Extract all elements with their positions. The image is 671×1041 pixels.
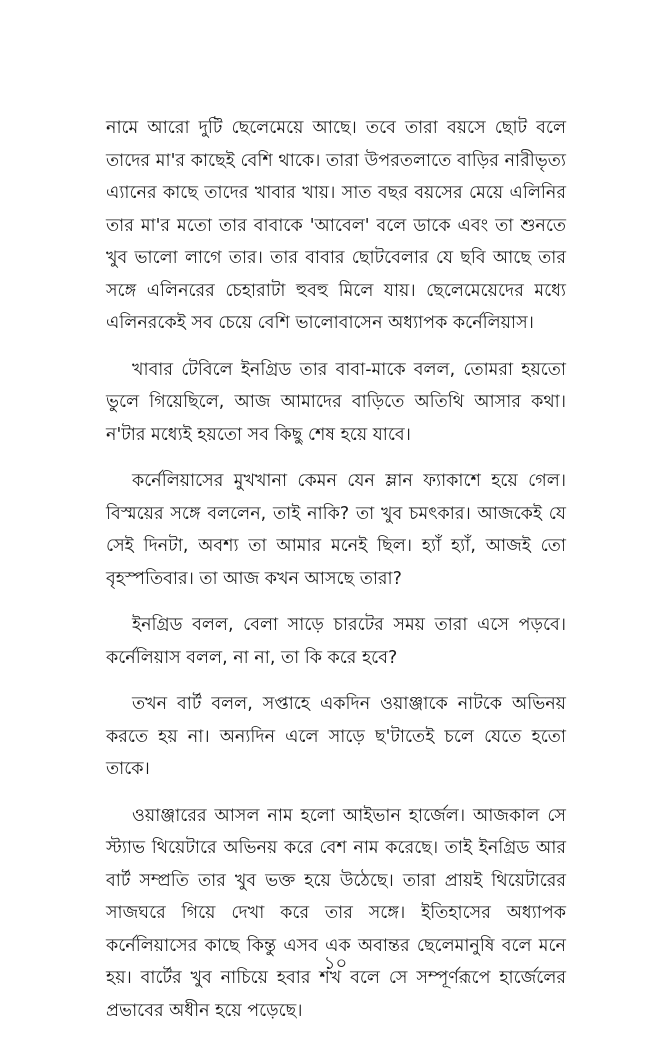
page-body (106, 112, 566, 1041)
paragraph-6: ওয়াঞ্জারের আসল নাম হলো আইভান হার্জেল। আজকাল সে স্ট্যাভ থিয়েটারে অভিনয় করে বেশ নাম করেছে। তাই ইনগ্রিড আর বার্ট সম্প্রতি তার খুব ভক্ত হয়ে উঠেছে। তারা প্রায়ই থিয়েটারের সাজঘরে গিয়ে দেখা করে তার সঙ্গে। ইতিহাসের অধ্যাপক কর্নেলিয়াসের কাছে কিন্তু এসব এক অবান্তর ছেলেমানুষি বলে মনে হয়। বার্টের খুব নাচিয়ে হবার শখ বলে সে সম্পূর্ণরূপে হার্জেলের প্রভাবের অধীন হয়ে পড়েছে। (106, 805, 566, 1021)
paragraph-3: কর্নেলিয়াসের মুখখানা কেমন যেন ম্লান ফ্যাকাশে হয়ে গেল। বিস্ময়ের সঙ্গে বললেন, তাই নাকি? তা খুব চমৎকার। আজকেই যে সেই দিনটা, অবশ্য তা আমার মনেই ছিল। হ্যাঁ হ্যাঁ, আজই তো বৃহস্পতিবার। তা আজ কখন আসছে তারা? (106, 471, 566, 589)
page-number: ১০ (323, 953, 348, 974)
paragraph-2: খাবার টেবিলে ইনগ্রিড তার বাবা-মাকে বলল, তোমরা হয়তো ভুলে গিয়েছিলে, আজ আমাদের বাড়িতে অতিথি আসার কথা। ন'টার মধ্যেই হয়তো সব কিছু শেষ হয়ে যাবে। (106, 359, 566, 445)
paragraph-4: ইনগ্রিড বলল, বেলা সাড়ে চারটের সময় তারা এসে পড়বে। কর্নেলিয়াস বলল, না না, তা কি করে হবে? (106, 615, 566, 668)
paragraph-1: নামে আরো দুটি ছেলেমেয়ে আছে। তবে তারা বয়সে ছোট বলে তাদের মা'র কাছেই বেশি থাকে। তারা উপরতলাতে বাড়ির নারীভৃত্য এ্যানের কাছে তাদের খাবার খায়। সাত বছর বয়সের মেয়ে এলিনির তার মা'র মতো তার বাবাকে 'আবেল' বলে ডাকে এবং তা শুনতে খুব ভালো লাগে তার। তার বাবার ছোটবেলার যে ছবি আছে তার সঙ্গে এলিনরের চেহারাটা হুবহু মিলে যায়। ছেলেমেয়েদের মধ্যে এলিনরকেই সব চেয়ে বেশি ভালোবাসেন অধ্যাপক কর্নেলিয়াস। (106, 118, 566, 333)
paragraph-5: তখন বার্ট বলল, সপ্তাহে একদিন ওয়াঞ্জাকে নাটকে অভিনয় করতে হয় না। অন্যদিন এলে সাড়ে ছ'টাতেই চলে যেতে হতো তাকে। (106, 694, 566, 779)
